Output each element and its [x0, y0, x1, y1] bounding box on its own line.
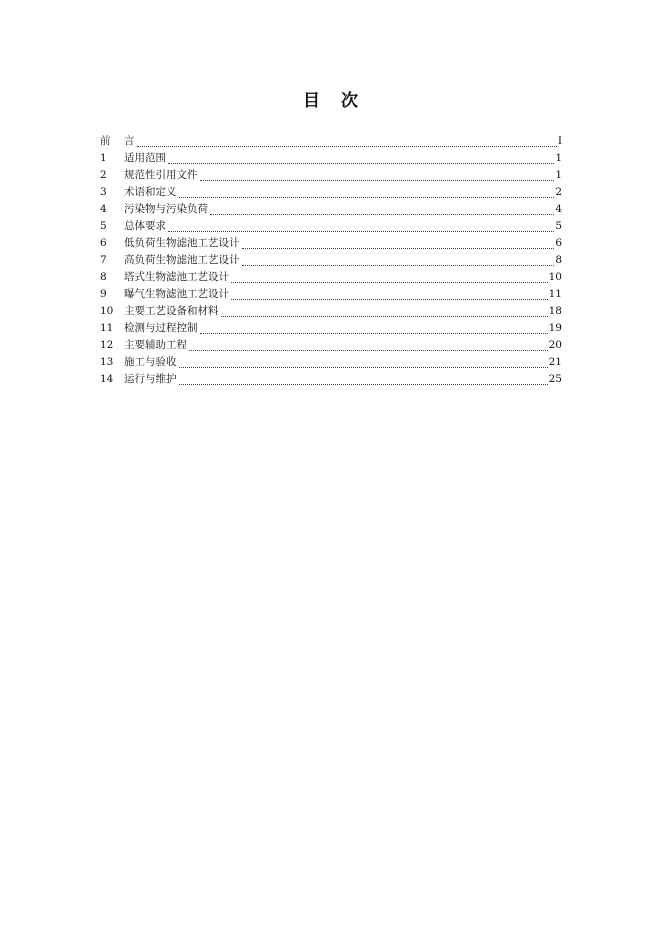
toc-dot-leader — [179, 383, 548, 385]
toc-entry-number: 7 — [100, 254, 107, 266]
toc-dot-leader — [231, 298, 548, 300]
toc-entry-8[interactable] — [100, 269, 562, 286]
toc-dot-leader — [137, 145, 557, 147]
toc-dot-leader — [168, 230, 554, 232]
toc-entry-title: 塔式生物滤池工艺设计 — [124, 271, 229, 283]
toc-entry-page: 5 — [555, 220, 562, 232]
toc-entry-title: 适用范围 — [124, 152, 166, 164]
toc-entry-number: 9 — [100, 288, 107, 300]
toc-entry-page: 19 — [548, 322, 562, 334]
toc-entry-page: 21 — [548, 356, 562, 368]
toc-entry-number: 12 — [100, 339, 114, 351]
toc-dot-leader — [242, 264, 555, 266]
toc-entry-number: 14 — [100, 373, 114, 385]
toc-dot-leader — [179, 366, 548, 368]
toc-dot-leader — [200, 332, 548, 334]
toc-entry-page: 18 — [548, 305, 562, 317]
toc-dot-leader — [189, 349, 548, 351]
toc-entry-6[interactable] — [100, 235, 562, 252]
toc-entry-title: 主要工艺设备和材料 — [124, 305, 219, 317]
toc-entry-page: 6 — [555, 237, 562, 249]
toc-dot-leader — [168, 162, 554, 164]
toc-entry-title: 运行与维护 — [124, 373, 177, 385]
toc-entry-title: 低负荷生物滤池工艺设计 — [124, 237, 240, 249]
toc-dot-leader — [242, 247, 555, 249]
toc-entry-page: I — [557, 135, 562, 147]
page-title — [0, 86, 662, 111]
toc-entry-10[interactable] — [100, 303, 562, 320]
toc-dot-leader — [200, 179, 555, 181]
page-title-part1: 目 — [303, 91, 321, 111]
toc-entry-page: 10 — [548, 271, 562, 283]
toc-entry-page: 25 — [548, 373, 562, 385]
toc-entry-number: 8 — [100, 271, 107, 283]
toc-entry-number: 6 — [100, 237, 107, 249]
toc-entry-number: 前 — [100, 135, 111, 147]
toc-entry-9[interactable] — [100, 286, 562, 303]
page-title-part2: 次 — [341, 91, 359, 111]
toc-entry-1[interactable] — [100, 150, 562, 167]
toc-entry-page: 2 — [555, 186, 562, 198]
toc-entry-14[interactable] — [100, 371, 562, 388]
toc-entry-title: 主要辅助工程 — [124, 339, 187, 351]
toc-entry-3[interactable] — [100, 184, 562, 201]
toc-entry-title: 规范性引用文件 — [124, 169, 198, 181]
toc-entry-page: 20 — [548, 339, 562, 351]
toc-entry-number: 11 — [100, 322, 114, 334]
toc-entry-page: 4 — [555, 203, 562, 215]
toc-entry-2[interactable] — [100, 167, 562, 184]
toc-entry-number: 10 — [100, 305, 114, 317]
toc-entry-title: 言 — [124, 135, 135, 147]
toc-entry-title: 总体要求 — [124, 220, 166, 232]
toc-entry-title: 检测与过程控制 — [124, 322, 198, 334]
toc-dot-leader — [179, 196, 555, 198]
toc-entry-page: 1 — [555, 152, 562, 164]
table-of-contents — [100, 133, 562, 388]
toc-entry-12[interactable] — [100, 337, 562, 354]
toc-entry-title: 污染物与污染负荷 — [124, 203, 208, 215]
toc-entry-number: 1 — [100, 152, 107, 164]
toc-entry-title: 曝气生物滤池工艺设计 — [124, 288, 229, 300]
toc-entry-page: 11 — [548, 288, 562, 300]
toc-entry-number: 13 — [100, 356, 114, 368]
toc-dot-leader — [210, 213, 554, 215]
toc-entry-number: 2 — [100, 169, 107, 181]
toc-entry-number: 4 — [100, 203, 107, 215]
toc-entry-13[interactable] — [100, 354, 562, 371]
toc-entry-page: 8 — [555, 254, 562, 266]
toc-entry-4[interactable] — [100, 201, 562, 218]
toc-dot-leader — [231, 281, 548, 283]
toc-entry-title: 高负荷生物滤池工艺设计 — [124, 254, 240, 266]
toc-dot-leader — [221, 315, 548, 317]
toc-entry-title: 术语和定义 — [124, 186, 177, 198]
toc-entry-number: 3 — [100, 186, 107, 198]
toc-entry-page: 1 — [555, 169, 562, 181]
toc-entry-11[interactable] — [100, 320, 562, 337]
toc-entry-7[interactable] — [100, 252, 562, 269]
toc-entry-foreword[interactable] — [100, 133, 562, 150]
toc-entry-number: 5 — [100, 220, 107, 232]
toc-entry-5[interactable] — [100, 218, 562, 235]
toc-entry-title: 施工与验收 — [124, 356, 177, 368]
